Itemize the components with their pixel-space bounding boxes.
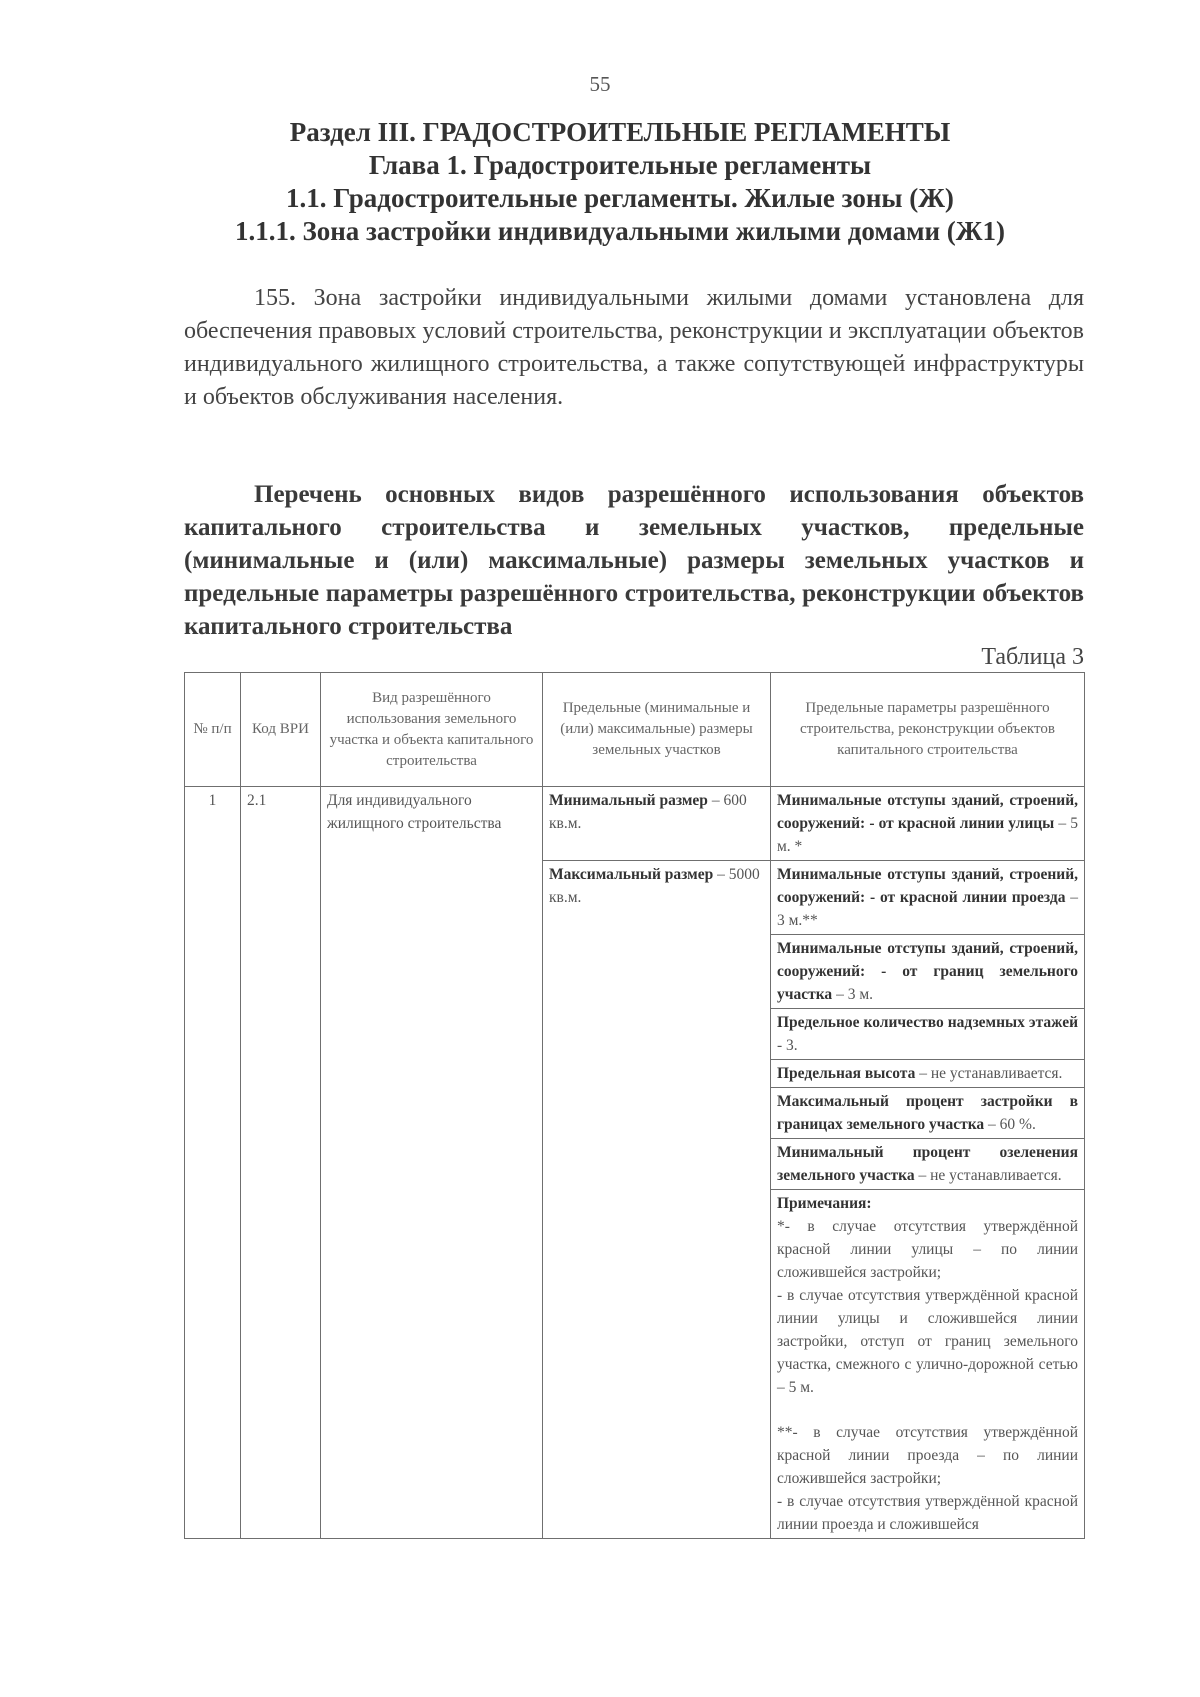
param-cell — [771, 1060, 1085, 1088]
max-size-label: Максимальный размер — [549, 866, 714, 883]
param-cell — [771, 935, 1085, 1009]
note-text: - в случае отсутствия утверждённой красной линии улицы и сложившейся линии застройки, отступ от границ земельного участка, смежного с улично-дорожной сетью – 5 м. — [777, 1287, 1078, 1396]
header-num: № п/п — [185, 673, 241, 787]
page-number: 55 — [589, 72, 611, 96]
row-use: Для индивидуального жилищного строительства — [321, 787, 543, 1539]
note-spacer — [777, 1399, 1078, 1421]
param-value: - 3. — [777, 1037, 798, 1054]
param-value: – не устанавливается. — [914, 1167, 1062, 1184]
max-size-value: – 5000 кв.м. — [549, 866, 760, 906]
regulations-table — [184, 672, 1085, 1539]
row-code: 2.1 — [241, 787, 321, 1539]
param-bold: Предельное количество надземных этажей — [777, 1014, 1078, 1031]
param-value: – не устанавливается. — [915, 1065, 1063, 1082]
param-bold: Минимальные отступы зданий, строений, сооружений: - от границ земельного участка — [777, 940, 1078, 1003]
intro-paragraph — [184, 282, 1084, 414]
param-cell — [771, 787, 1085, 861]
param-value: – 3 м.** — [777, 889, 1078, 929]
table-row — [185, 787, 1085, 861]
note-text: **- в случае отсутствия утверждённой красной линии проезда – по линии сложившейся застройки; — [777, 1424, 1078, 1487]
chapter-title: Глава 1. Градостроительные регламенты — [368, 150, 872, 180]
header-use: Вид разрешённого использования земельного участка и объекта капитального строительства — [321, 673, 543, 787]
param-cell — [771, 1088, 1085, 1139]
min-size-value: – 600 кв.м. — [549, 792, 747, 832]
min-size-cell — [543, 787, 771, 861]
note-text: *- в случае отсутствия утверждённой красной линии улицы – по линии сложившейся застройки; — [777, 1218, 1078, 1281]
param-value: – 5 м. * — [777, 815, 1079, 855]
min-size-label: Минимальный размер — [549, 792, 708, 809]
param-bold: Минимальные отступы зданий, строений, сооружений: - от красной линии улицы — [777, 792, 1078, 832]
header-params: Предельные параметры разрешённого строительства, реконструкции объектов капитального строительства — [771, 673, 1085, 787]
table-caption: Таблица 3 — [981, 644, 1084, 670]
notes-cell — [771, 1190, 1085, 1539]
param-cell — [771, 861, 1085, 935]
param-value: – 3 м. — [832, 986, 873, 1003]
list-title-text: Перечень основных видов разрешённого использования объектов капитального строительства и земельных участков, предельные (минимальные и (или) максимальные) размеры земельных участков и предельные параметры разрешённого строительства, реконструкции объектов капитального строительства — [184, 481, 1084, 640]
zone-title: 1.1.1. Зона застройки индивидуальными жилыми домами (Ж1) — [235, 216, 1005, 246]
param-bold: Максимальный процент застройки в границах земельного участка — [777, 1093, 1078, 1133]
intro-text: 155. Зона застройки индивидуальными жилыми домами установлена для обеспечения правовых условий строительства, реконструкции и эксплуатации объектов индивидуального жилищного строительства, а также сопутствующей инфраструктуры и объектов обслуживания населения. — [184, 285, 1084, 410]
param-cell — [771, 1009, 1085, 1060]
row-num: 1 — [185, 787, 241, 1539]
param-bold: Минимальный процент озеленения земельного участка — [777, 1144, 1078, 1184]
param-bold: Минимальные отступы зданий, строений, сооружений: - от красной линии проезда — [777, 866, 1078, 906]
section-headings — [180, 116, 1060, 248]
table-header-row — [185, 673, 1085, 787]
list-title — [184, 478, 1084, 643]
header-sizes: Предельные (минимальные и (или) максимальные) размеры земельных участков — [543, 673, 771, 787]
param-cell — [771, 1139, 1085, 1190]
note-text: - в случае отсутствия утверждённой красной линии проезда и сложившейся — [777, 1493, 1078, 1533]
param-value: – 60 %. — [984, 1116, 1036, 1133]
section-title: Раздел III. ГРАДОСТРОИТЕЛЬНЫЕ РЕГЛАМЕНТЫ — [289, 117, 951, 147]
notes-title: Примечания: — [777, 1195, 872, 1212]
max-size-cell — [543, 861, 771, 1539]
subsection-title: 1.1. Градостроительные регламенты. Жилые зоны (Ж) — [286, 183, 954, 213]
header-code: Код ВРИ — [241, 673, 321, 787]
param-bold: Предельная высота — [777, 1065, 916, 1082]
